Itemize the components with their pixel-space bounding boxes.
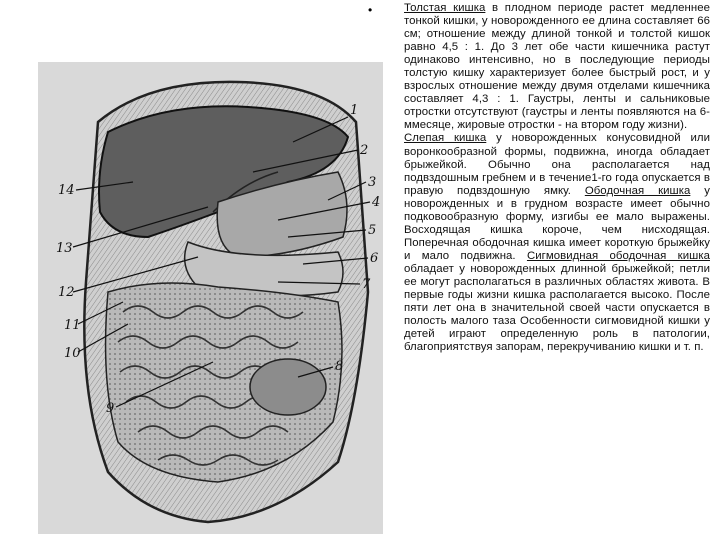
figure-label-12: 12 — [58, 285, 75, 300]
figure-label-1: 1 — [350, 103, 359, 118]
paragraph-colon-body: в плодном периоде растет медленнее тонкой кишки, у новорожденного ее длина составляет 66 см; отношение между длиной тонкой и толстой кишок равно 4,5 : 1. До 3 лет обе части кишечника растут одинаково интенсивно, но в последующие периоды толстую кишку характеризует более быстрый рост, и у взрослых отношение между двумя отделами кишечника составляет 4,3 : 1. Гаустры, ленты и сальниковые отростки отсутствуют (гаустры и ленты появляются на 6-ммесяце, жировые отростки - на втором году жизни). — [404, 2, 710, 132]
list-bullet: • — [368, 3, 373, 17]
figure-label-10: 10 — [64, 346, 81, 361]
figure-label-5: 5 — [368, 223, 377, 238]
figure-label-3: 3 — [368, 175, 377, 190]
term-cecum: Слепая кишка — [404, 132, 487, 145]
term-colon: Толстая кишка — [404, 2, 486, 14]
paragraph-colon — [404, 2, 710, 132]
figure-label-4: 4 — [372, 195, 381, 210]
figure-label-14: 14 — [58, 183, 75, 198]
sigmoid-colon — [250, 359, 326, 415]
figure-label-8: 8 — [335, 359, 344, 374]
text-column — [404, 2, 710, 354]
term-ascending-colon: Ободочная кишка — [584, 184, 691, 197]
paragraph-sigmoid-body: обладает у новорожденных длинной брыжейкой; петли ее могут располагаться в различных областях живота. В первые годы жизни кишка располагается высоко. После пяти лет она в значительной своей части опускается в полость малого таза Особенности сигмовидной кишки у детей играют определенную роль в патологии, благоприятствуя запорам, перекручиванию кишки и т. п. — [404, 262, 710, 354]
anatomy-figure — [38, 62, 383, 534]
paragraph-ascending-body: у новорожденных и в грудном возрасте имеет обычно подковообразную форму, изгибы ее мало выражены. Восходящая кишка короче, чем нисходящая. Поперечная ободочная кишка имеет короткую брыжейку и мало подвижна. — [404, 184, 710, 262]
figure-label-9: 9 — [106, 401, 115, 416]
figure-label-2: 2 — [360, 143, 369, 158]
figure-label-13: 13 — [56, 241, 73, 256]
term-sigmoid-colon: Сигмовидная ободочная кишка — [526, 249, 710, 262]
figure-label-7: 7 — [362, 277, 371, 292]
paragraph-cecum-body: у новорожденных конусовидной или воронкообразной формы, подвижна, иногда обладает брыжейкой. Обычно она располагается над подвздошным гребнем и в течение1-го года опускается в правую подвздошную ямку. — [404, 132, 710, 197]
abdomen-illustration — [38, 62, 383, 534]
figure-label-11: 11 — [64, 318, 81, 333]
paragraph-cecum — [404, 132, 710, 354]
figure-label-6: 6 — [370, 251, 379, 266]
